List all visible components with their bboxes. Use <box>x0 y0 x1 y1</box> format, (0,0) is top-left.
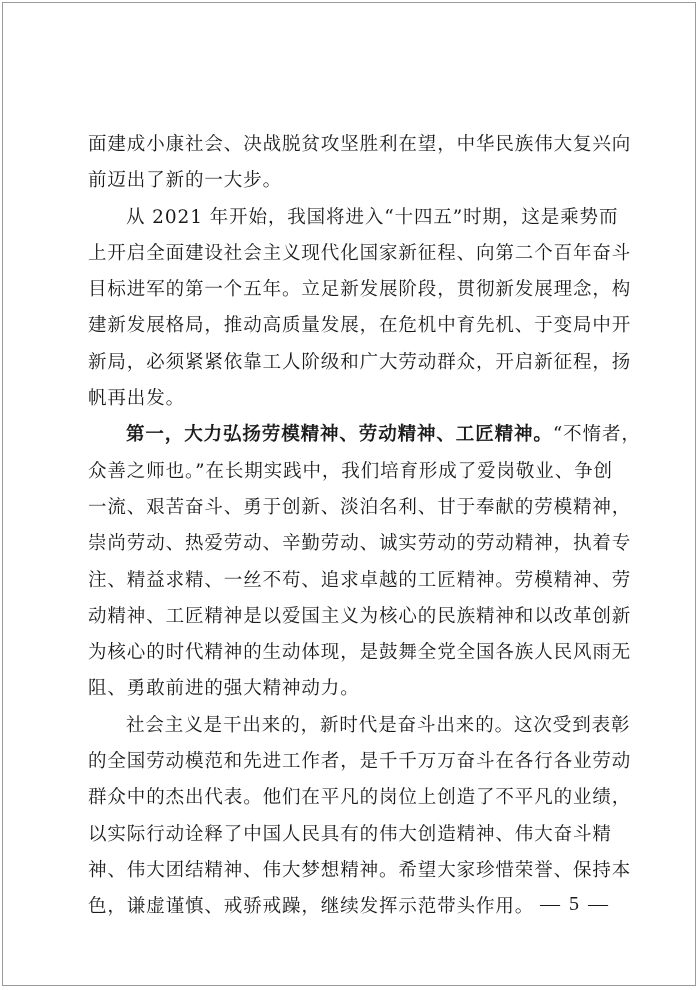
text-line: 众善之师也。”在长期实践中，我们培育形成了爱岗敬业、争创 <box>88 460 613 482</box>
text-line: 一流、艰苦奋斗、勇于创新、淡泊名利、甘于奉献的劳模精神， <box>88 496 632 518</box>
text-line: 的全国劳动模范和先进工作者，是千千万万奋斗在各行各业劳动 <box>88 751 632 773</box>
text-line: 上开启全面建设社会主义现代化国家新征程、向第二个百年奋斗 <box>88 242 632 264</box>
paragraph-start-line: 从 2021 年开始，我国将进入“十四五”时期，这是乘势而 <box>126 206 619 228</box>
text-line: 面建成小康社会、决战脱贫攻坚胜利在望，中华民族伟大复兴向 <box>88 134 632 155</box>
text-line: 色，谦虚谨慎、戒骄戒躁，继续发挥示范带头作用。 <box>88 896 535 918</box>
text-line: 前迈出了新的一大步。 <box>88 170 283 192</box>
text-fragment: “不惰者， <box>552 424 641 446</box>
paragraph-start-line: 社会主义是干出来的，新时代是奋斗出来的。这次受到表彰 <box>126 714 631 736</box>
text-line: 目标进军的第一个五年。立足新发展阶段，贯彻新发展理念，构 <box>88 279 632 301</box>
text-line: 阻、勇敢前进的强大精神动力。 <box>88 678 360 700</box>
text-line: 帆再出发。 <box>88 388 186 410</box>
text-line: 建新发展格局，推动高质量发展，在危机中育先机、于变局中开 <box>88 315 632 337</box>
text-line: 动精神、工匠精神是以爱国主义为核心的民族精神和以改革创新 <box>88 605 632 627</box>
text-line: 为核心的时代精神的生动体现，是鼓舞全党全国各族人民风雨无 <box>88 642 632 664</box>
text-line: 以实际行动诠释了中国人民具有的伟大创造精神、伟大奋斗精 <box>88 823 612 845</box>
text-line: 群众中的杰出代表。他们在平凡的岗位上创造了不平凡的业绩， <box>88 787 632 809</box>
document-body <box>88 127 641 926</box>
page-number: — 5 — <box>540 893 610 915</box>
section-heading: 第一，大力弘扬劳模精神、劳动精神、工匠精神。 <box>126 424 553 446</box>
text-line: 注、精益求精、一丝不苟、追求卓越的工匠精神。劳模精神、劳 <box>88 569 632 591</box>
text-line: 神、伟大团结精神、伟大梦想精神。希望大家珍惜荣誉、保持本 <box>88 859 632 881</box>
text-line: 新局，必须紧紧依靠工人阶级和广大劳动群众，开启新征程，扬 <box>88 351 632 373</box>
text-line: 崇尚劳动、热爱劳动、辛勤劳动、诚实劳动的劳动精神，执着专 <box>88 533 632 555</box>
paragraph-start-line <box>88 417 641 453</box>
